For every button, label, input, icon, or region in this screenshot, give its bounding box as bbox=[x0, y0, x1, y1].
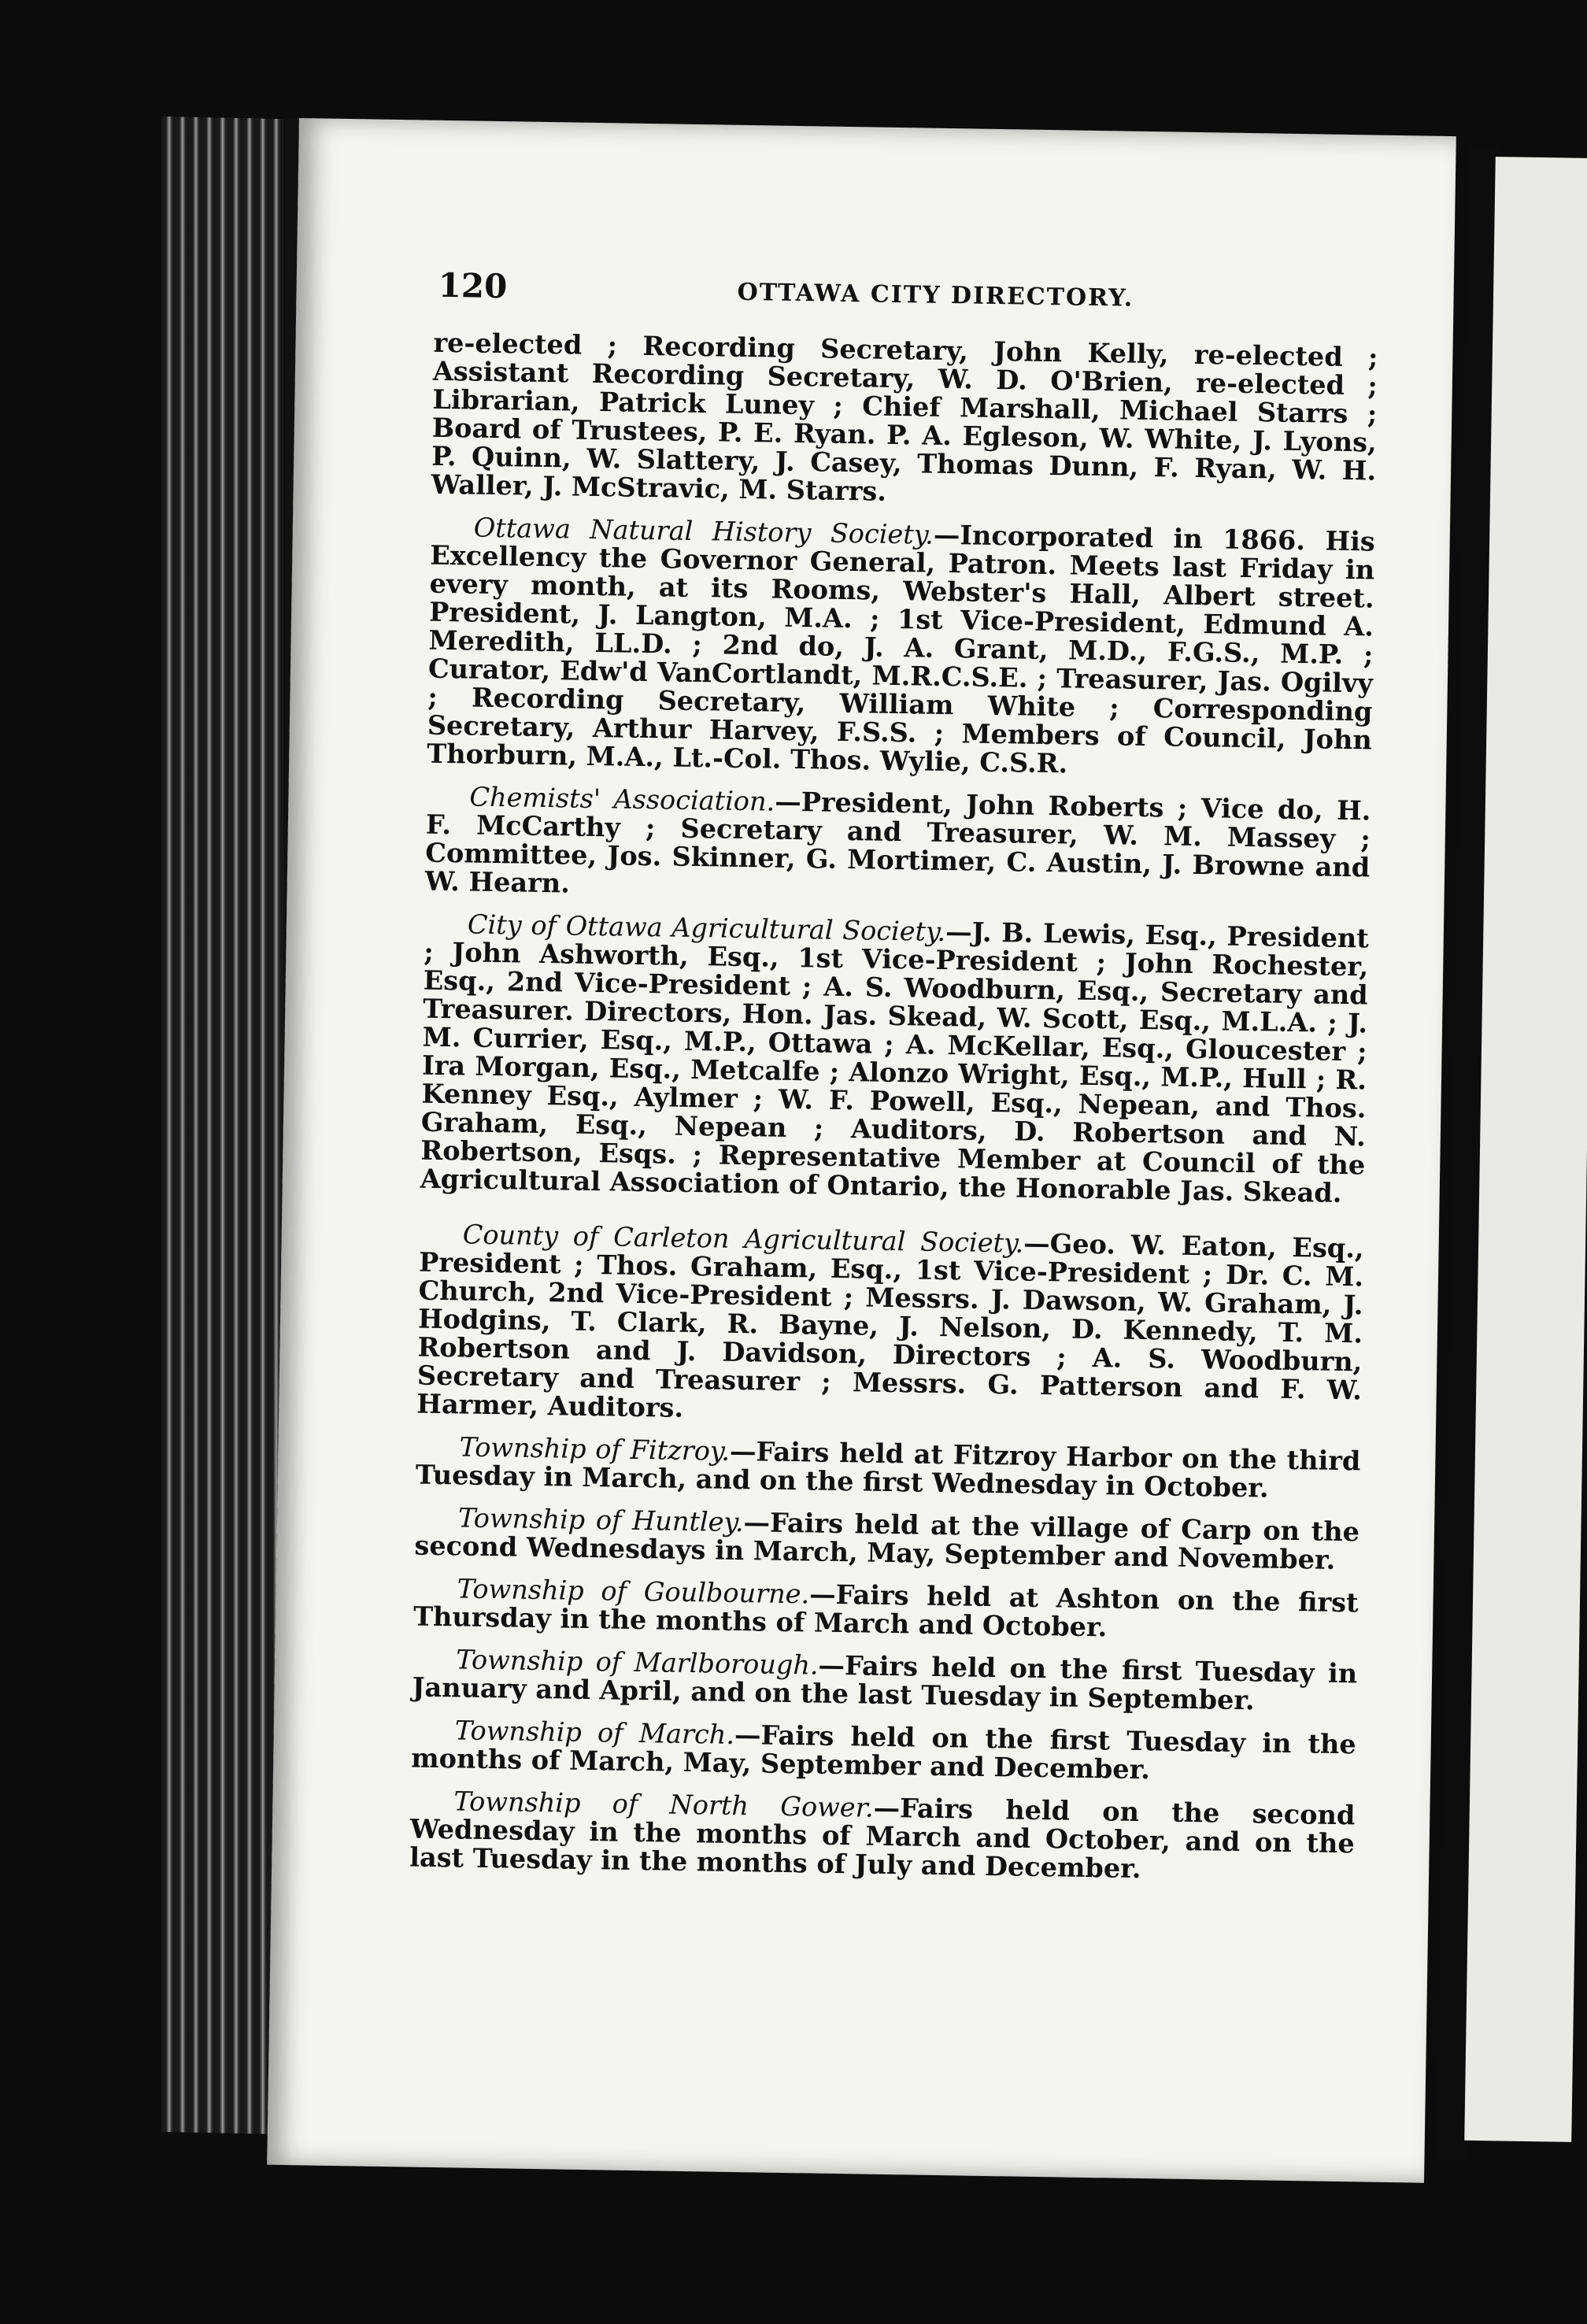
entry-text: —Fairs held at the village of Carp on the second Wednesdays in March, May, September and November. bbox=[414, 1507, 1360, 1575]
paragraph-township-goulbourne bbox=[413, 1575, 1359, 1646]
directory-page bbox=[267, 118, 1456, 2183]
paragraph-city-agricultural-society bbox=[420, 910, 1370, 1208]
running-head: OTTAWA CITY DIRECTORY. bbox=[737, 278, 1134, 313]
entry-title: Ottawa Natural History Society. bbox=[473, 512, 934, 550]
entry-text: —Fairs held at Fitzroy Harbor on the third Tuesday in March, and on the first Wednesday in October. bbox=[415, 1435, 1361, 1504]
entry-title: Township of North Gower. bbox=[453, 1786, 874, 1823]
entry-title: Chemists' Association. bbox=[469, 781, 775, 817]
entry-text: —Incorporated in 1866. His Excellency the Governor General, Patron. Meets last Friday in every month, at its Rooms, Webster's Hall, Albert street. President, J. Langton, M.A. ; 1st Vice-President, Edmund A. Meredith, LL.D. ; 2nd do, J. A. Grant, M.D., F.G.S., M.P. ; Curator, Edw'd VanCortlandt, M.R.C.S.E. ; Treasurer, Jas. Ogilvy ; Recording Secretary, William White ; Corresponding Secretary, Arthur Harvey, F.S.S. ; Members of Council, John Thorburn, M.A., Lt.-Col. Thos. Wylie, C.S.R. bbox=[427, 519, 1376, 779]
entry-title: Township of Goulbourne. bbox=[457, 1573, 810, 1610]
paragraph-continued bbox=[431, 329, 1378, 514]
paragraph-county-agricultural-society bbox=[416, 1220, 1364, 1434]
paragraph-township-huntley bbox=[414, 1504, 1359, 1575]
entry-text: —Geo. W. Eaton, Esq., President ; Thos. Graham, Esq., 1st Vice-President ; Dr. C. M. Church, 2nd Vice-President ; Messrs. J. Dawson, W. Graham, J. Hodgins, T. Clark, R. Bayne, J. Nelson, D. Kennedy, T. M. Robertson and J. Davidson, Directors ; A. S. Woodburn, Secretary and Treasurer ; Messrs. G. Patterson and F. W. Harmer, Auditors. bbox=[416, 1227, 1364, 1423]
paragraph-township-marlborough bbox=[412, 1645, 1357, 1717]
paragraph-natural-history-society bbox=[427, 513, 1375, 783]
entry-title: Township of Marlborough. bbox=[455, 1644, 819, 1681]
entry-text: —Fairs held on the first Tuesday in the months of March, May, September and December. bbox=[410, 1719, 1357, 1786]
entry-title: County of Carleton Agricultural Society. bbox=[462, 1219, 1024, 1259]
entry-title: Township of March. bbox=[454, 1715, 735, 1750]
entry-title: Township of Fitzroy. bbox=[459, 1431, 731, 1467]
entry-text: —Fairs held on the second Wednesday in the months of March and October, and on the last Tuesday in the months of July and December. bbox=[409, 1792, 1356, 1885]
entry-text: —President, John Roberts ; Vice do, H. F. McCarthy ; Secretary and Treasurer, W. M. Massey ; Committee, Jos. Skinner, G. Mortimer, C. Austin, J. Browne and W. Hearn. bbox=[424, 786, 1371, 899]
entry-text: re-elected ; Recording Secretary, John Kelly, re-elected ; Assistant Recording Secretary, W. D. O'Brien, re-elected ; Librarian, Patrick Luney ; Chief Marshall, Michael Starrs ; Board of Trustees, P. E. Ryan. P. A. Egleson, W. White, J. Lyons, P. Quinn, W. Slattery, J. Casey, Thomas Dunn, F. Ryan, W. H. Waller, J. McStravic, M. Starrs. bbox=[431, 327, 1378, 507]
entry-text: —Fairs held on the first Tuesday in January and April, and on the last Tuesday in September. bbox=[412, 1649, 1358, 1716]
page-header bbox=[438, 266, 1367, 328]
paragraph-township-march bbox=[411, 1715, 1356, 1787]
paragraph-township-fitzroy bbox=[416, 1433, 1361, 1504]
paragraph-chemists-association bbox=[425, 783, 1371, 911]
entry-title: Township of Huntley. bbox=[457, 1502, 744, 1538]
page-body bbox=[409, 329, 1378, 1901]
entry-text: —J. B. Lewis, Esq., President ; John Ashworth, Esq., 1st Vice-President ; John Rochester, Esq., 2nd Vice-President ; A. S. Woodburn, Esq., Secretary and Treasurer. Directors, Hon. Jas. Skead, W. Scott, Esq., M.L.A. ; J. M. Currier, Esq., M.P., Ottawa ; A. McKellar, Esq., Gloucester ; Ira Morgan, Esq., Metcalfe ; Alonzo Wright, Esq., M.P., Hull ; R. Kenney Esq., Aylmer ; W. F. Powell, Esq., Nepean, and Thos. Graham, Esq., Nepean ; Auditors, D. Robertson and N. Robertson, Esqs. ; Representative Member at Council of the Agricultural Association of Ontario, the Honorable Jas. Skead. bbox=[420, 916, 1370, 1208]
entry-text: —Fairs held at Ashton on the first Thursday in the months of March and October. bbox=[412, 1578, 1359, 1643]
paragraph-township-north-gower bbox=[409, 1786, 1356, 1886]
entry-title: City of Ottawa Agricultural Society. bbox=[467, 909, 946, 948]
page-number: 120 bbox=[438, 265, 508, 306]
